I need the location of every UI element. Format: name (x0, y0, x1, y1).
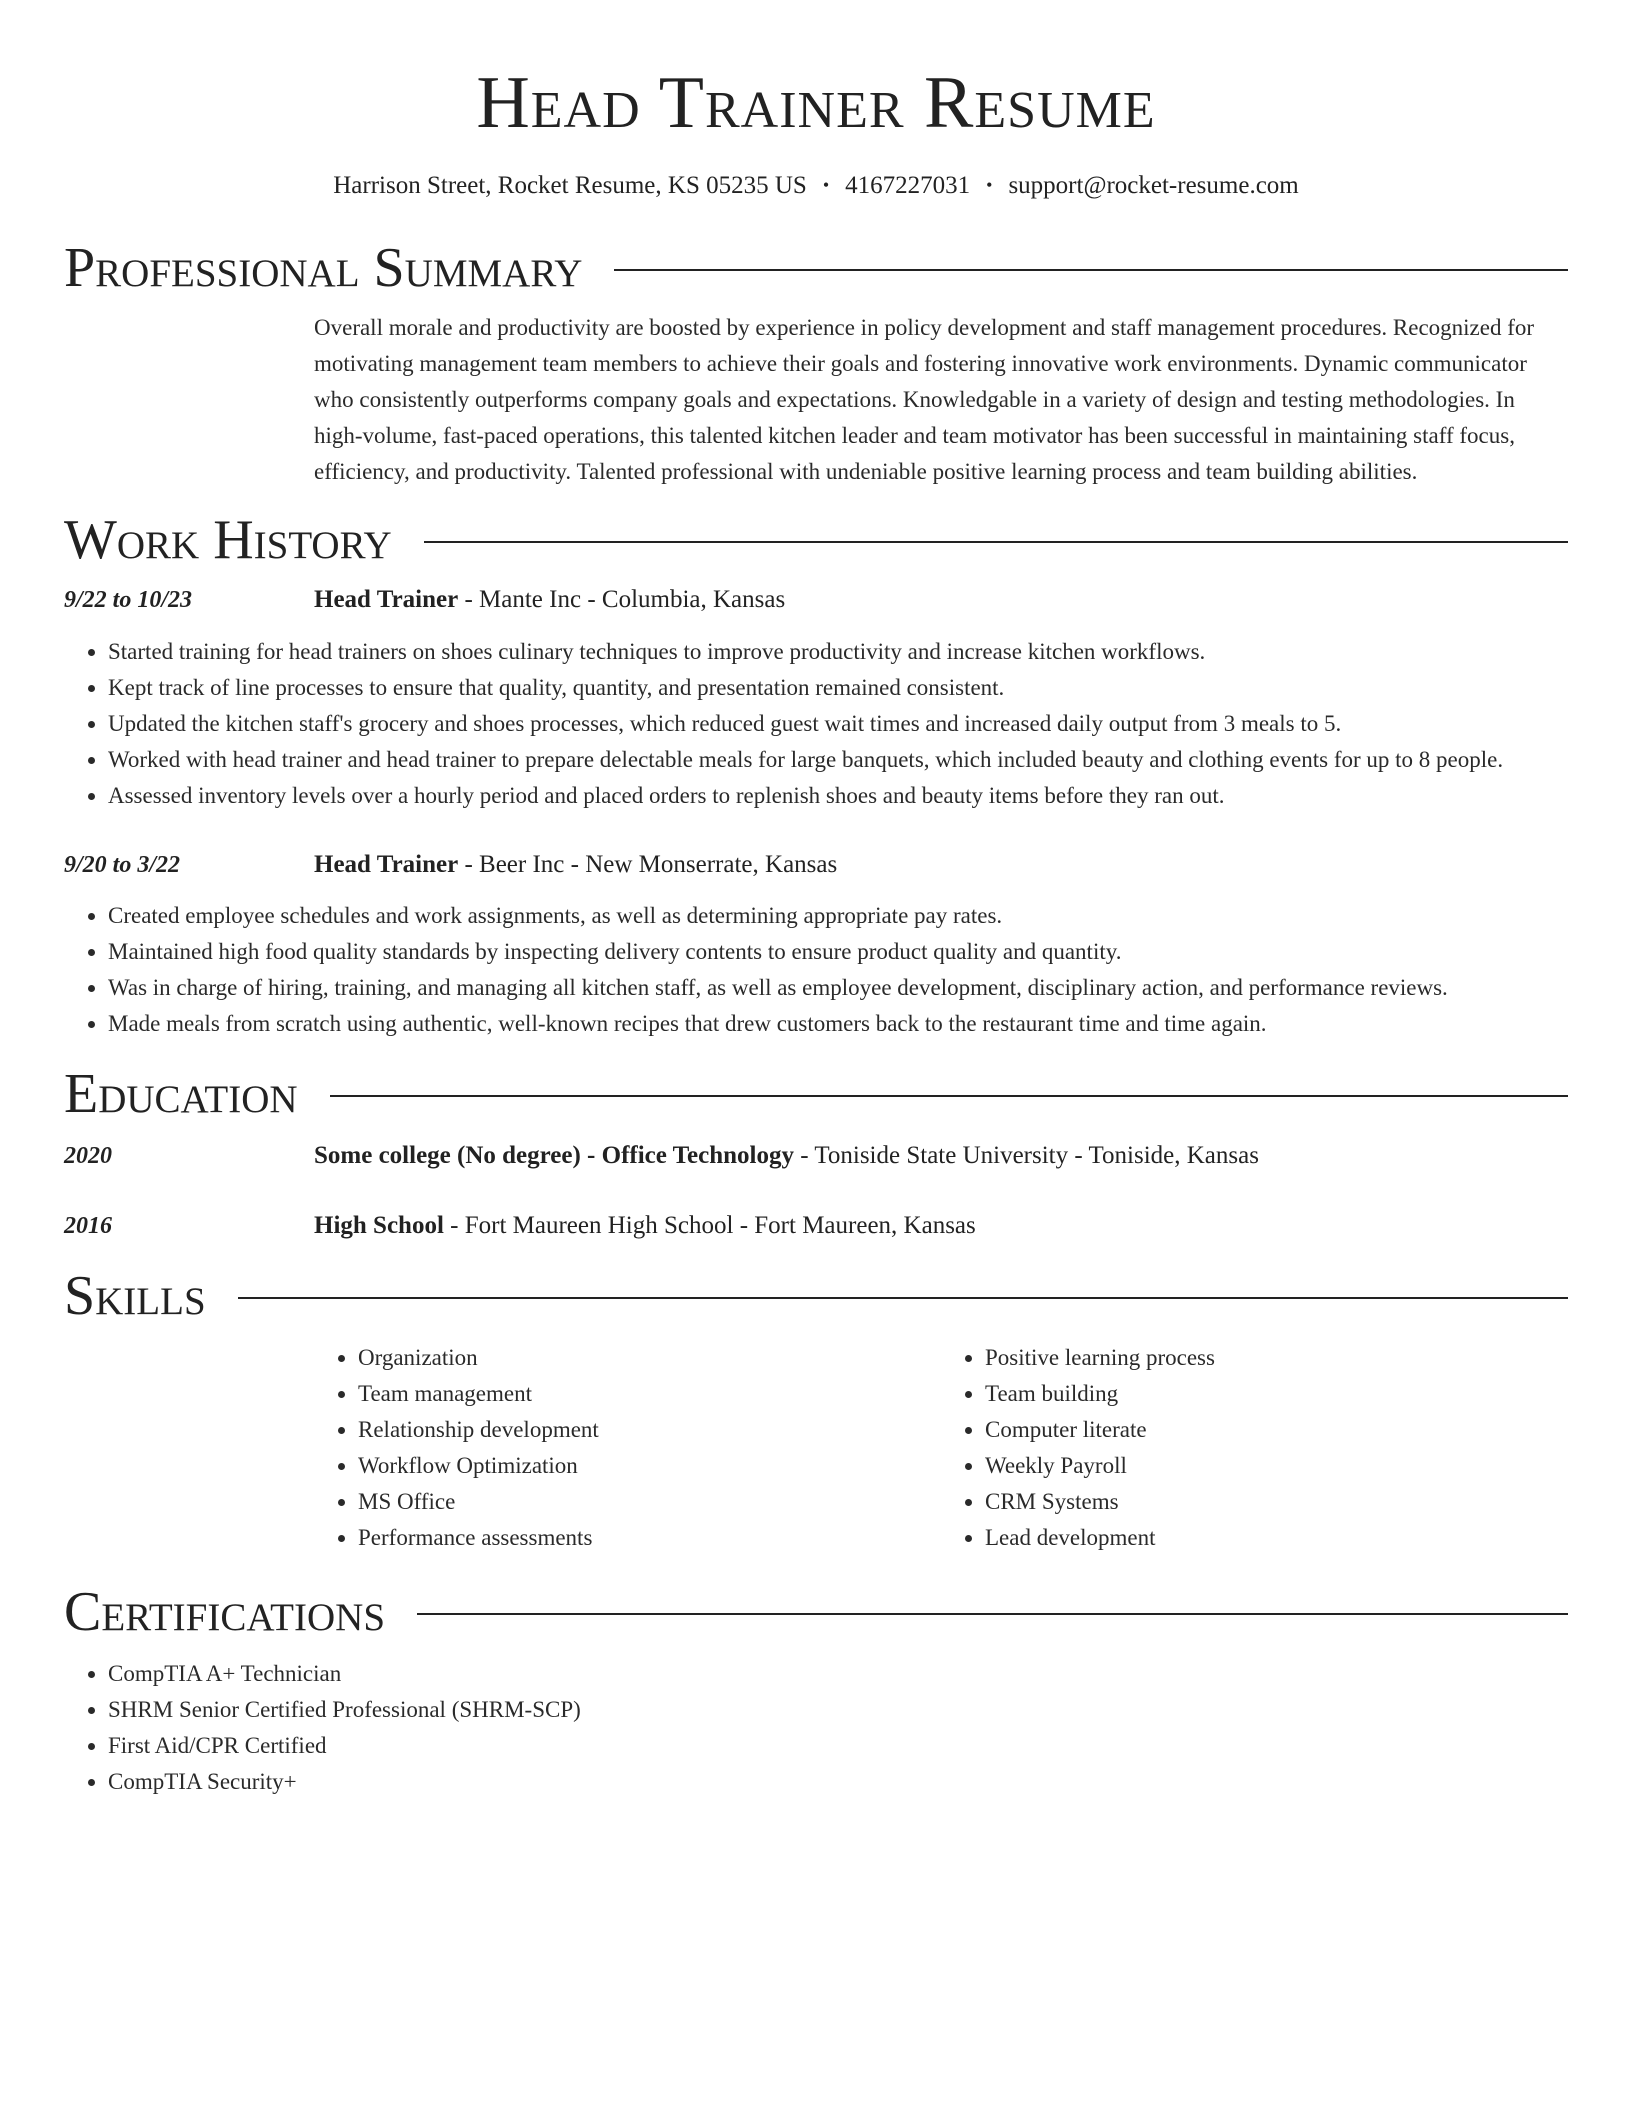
list-item: • Made meals from scratch using authentic, well-known recipes that drew customers back to the restaurant time and time again. (108, 1006, 1568, 1042)
skill-item: • Organization (358, 1340, 941, 1376)
list-item: • Updated the kitchen staff's grocery and shoes processes, which reduced guest wait times and increased daily output from 3 meals to 5. (108, 706, 1568, 742)
job-role: Head Trainer (314, 586, 459, 613)
section-title-summary: Professional Summary (64, 237, 583, 299)
list-item: • Assessed inventory levels over a hourly period and placed orders to replenish shoes and beauty items before they ran out. (108, 778, 1568, 814)
section-title-certifications: Certifications (64, 1581, 386, 1643)
job-role: Head Trainer (314, 851, 459, 878)
skill-item: • Performance assessments (358, 1520, 941, 1556)
section-divider (614, 269, 1568, 271)
list-item: • Created employee schedules and work assignments, as well as determining appropriate pay rates. (108, 898, 1568, 934)
education-year: 2016 (64, 1213, 112, 1239)
section-title-work: Work History (64, 509, 392, 571)
education-entry (64, 1208, 1568, 1244)
job-bullets (64, 898, 1568, 1042)
job-heading-row (64, 847, 1568, 883)
section-header-work (64, 510, 1568, 570)
separator-dot: • (986, 175, 993, 195)
certification-item: • SHRM Senior Certified Professional (SHRM-SCP) (108, 1692, 1568, 1728)
section-header-certifications (64, 1582, 1568, 1642)
education-heading (314, 1138, 1259, 1174)
job-heading (314, 847, 837, 883)
skill-item: • Computer literate (985, 1412, 1568, 1448)
resume-page (64, 0, 1568, 1800)
phone: 4167227031 (845, 172, 971, 199)
section-title-education: Education (64, 1063, 298, 1125)
contact-line (64, 168, 1568, 203)
education-details: - Fort Maureen High School - Fort Maureen, Kansas (443, 1212, 976, 1239)
education-entry (64, 1138, 1568, 1174)
skill-item: • CRM Systems (985, 1484, 1568, 1520)
skill-item: • Positive learning process (985, 1340, 1568, 1376)
skill-item: • Workflow Optimization (358, 1448, 941, 1484)
skill-item: • Lead development (985, 1520, 1568, 1556)
education-degree: High School (314, 1212, 444, 1239)
education-heading (314, 1208, 976, 1244)
job-bullets (64, 634, 1568, 814)
section-divider (330, 1095, 1568, 1097)
job-entry (64, 847, 1568, 1042)
skill-item: • MS Office (358, 1484, 941, 1520)
list-item: • Was in charge of hiring, training, and managing all kitchen staff, as well as employee development, disciplinary action, and performance reviews. (108, 970, 1568, 1006)
certification-item: • CompTIA Security+ (108, 1764, 1568, 1800)
summary-text: Overall morale and productivity are boosted by experience in policy development and staff management procedures. Recognized for motivating management team members to achieve their goals and fostering innovative work environments. Dynamic communicator who consistently outperforms company goals and expectations. Knowledgable in a variety of design and testing methodologies. In high-volume, fast-paced operations, this talented kitchen leader and team motivator has been successful in maintaining staff focus, efficiency, and productivity. Talented professional with undeniable positive learning process and team building abilities. (314, 315, 1535, 484)
certification-item: • CompTIA A+ Technician (108, 1656, 1568, 1692)
section-header-skills (64, 1266, 1568, 1326)
job-details: - Beer Inc - New Monserrate, Kansas (458, 851, 838, 878)
skill-item: • Team management (358, 1376, 941, 1412)
skill-item: • Relationship development (358, 1412, 941, 1448)
section-divider (417, 1613, 1568, 1615)
job-dates: 9/22 to 10/23 (64, 587, 193, 613)
skills-grid (314, 1340, 1568, 1556)
education-year: 2020 (64, 1143, 112, 1169)
job-dates: 9/20 to 3/22 (64, 852, 181, 878)
list-item: • Worked with head trainer and head trainer to prepare delectable meals for large banquets, which included beauty and clothing events for up to 8 people. (108, 742, 1568, 778)
section-divider (238, 1297, 1568, 1299)
certification-item: • First Aid/CPR Certified (108, 1728, 1568, 1764)
job-heading (314, 582, 785, 618)
section-divider (424, 541, 1568, 543)
address: Harrison Street, Rocket Resume, KS 05235 US (333, 172, 807, 199)
list-item: • Kept track of line processes to ensure that quality, quantity, and presentation remained consistent. (108, 670, 1568, 706)
skills-column-left (314, 1340, 941, 1556)
certifications-list (64, 1656, 1568, 1800)
section-header-education (64, 1064, 1568, 1124)
education-details: - Toniside State University - Toniside, Kansas (793, 1142, 1259, 1169)
list-item: • Started training for head trainers on shoes culinary techniques to improve productivity and increase kitchen workflows. (108, 634, 1568, 670)
education-degree: Some college (No degree) - Office Technology (314, 1142, 794, 1169)
job-entry (64, 582, 1568, 814)
section-title-skills: Skills (64, 1265, 206, 1327)
email: support@rocket-resume.com (1008, 172, 1299, 199)
section-header-summary (64, 238, 1568, 298)
job-heading-row (64, 582, 1568, 618)
job-details: - Mante Inc - Columbia, Kansas (458, 586, 786, 613)
separator-dot: • (822, 175, 830, 195)
skills-column-right (941, 1340, 1568, 1556)
list-item: • Maintained high food quality standards by inspecting delivery contents to ensure product quality and quantity. (108, 934, 1568, 970)
skill-item: • Team building (985, 1376, 1568, 1412)
resume-title: Head Trainer Resume (476, 62, 1156, 144)
skill-item: • Weekly Payroll (985, 1448, 1568, 1484)
